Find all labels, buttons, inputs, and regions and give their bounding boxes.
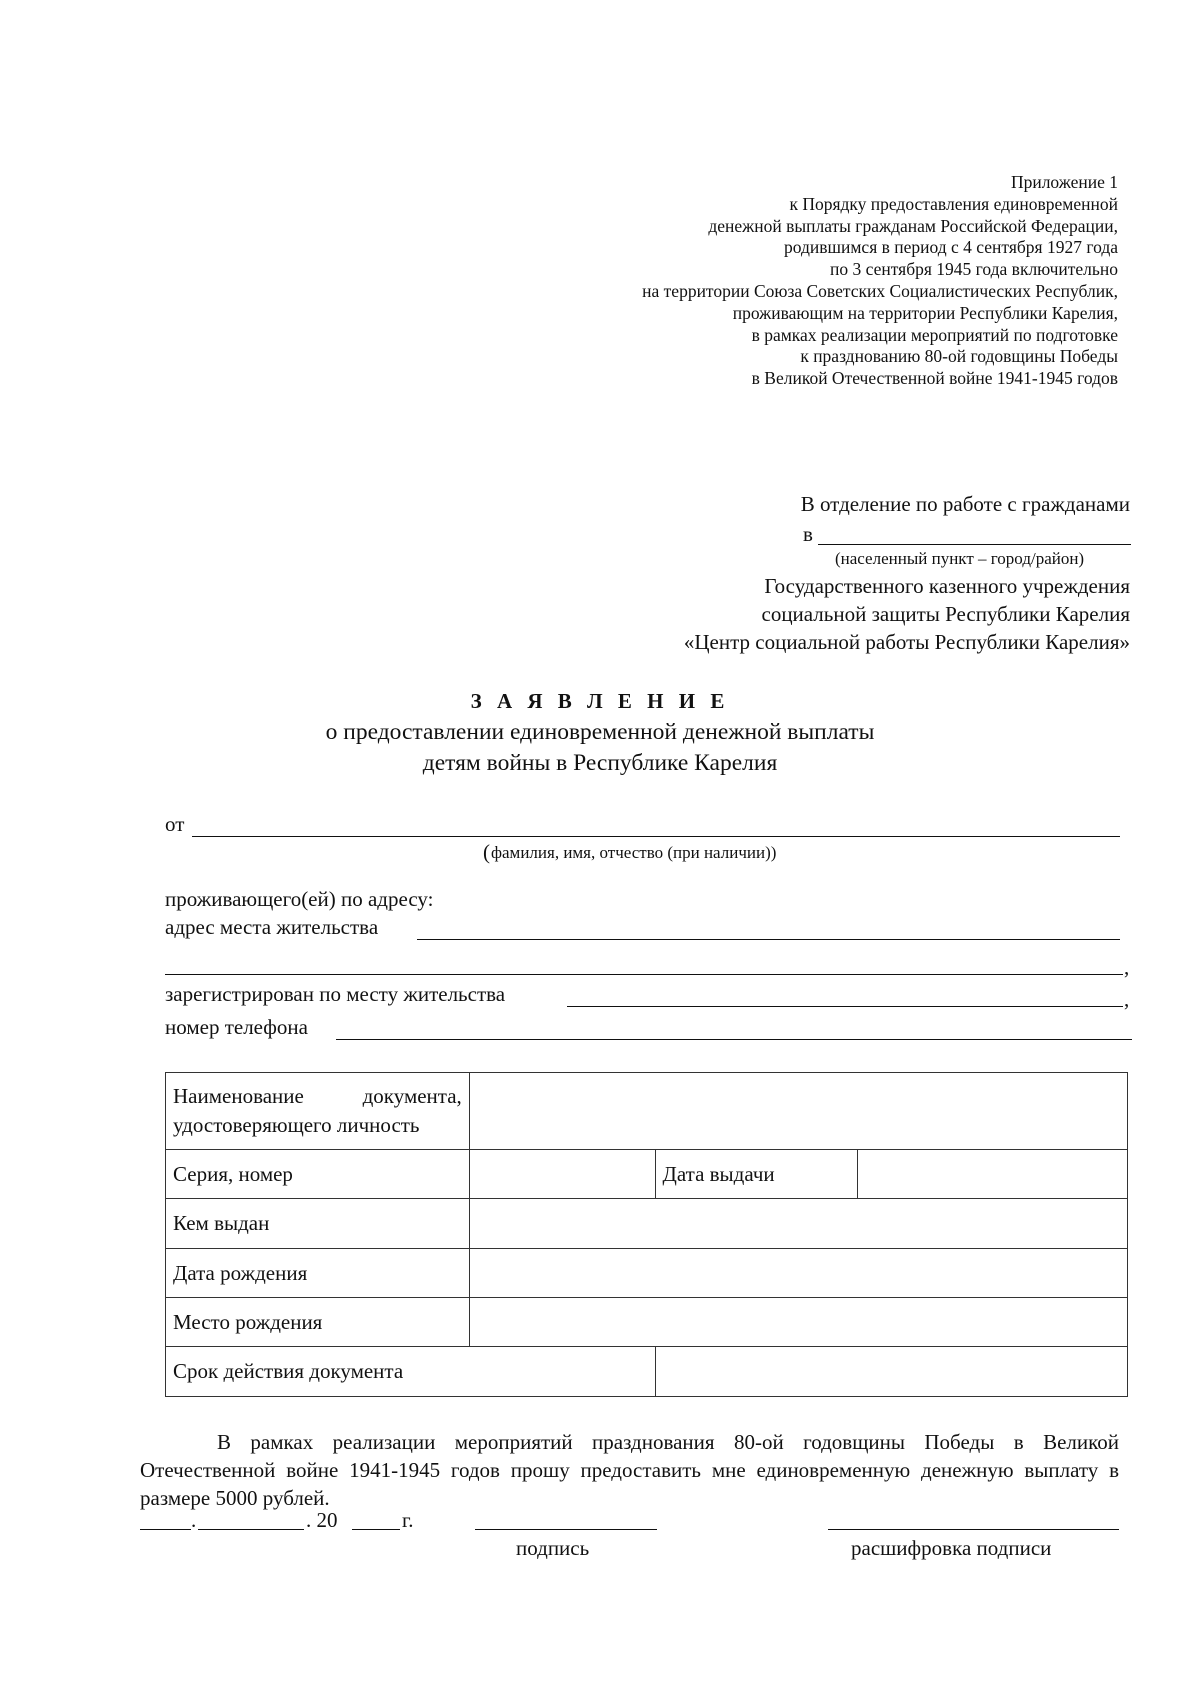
org-line: социальной защиты Республики Карелия [761,602,1130,626]
table-row [166,1249,1128,1298]
date-day-field[interactable] [140,1529,191,1530]
locality-hint: (населенный пункт – город/район) [835,549,1085,568]
birth-date-label: Дата рождения [166,1249,470,1298]
phone-label: номер телефона [165,1015,308,1039]
issue-date-label: Дата выдачи [655,1150,858,1199]
signature-label: подпись [516,1536,590,1560]
comma: , [1124,987,1130,1011]
birth-date-value[interactable] [469,1249,1127,1298]
request-paragraph [140,1428,1119,1512]
signature-decoding-field[interactable] [828,1529,1119,1530]
org-line: «Центр социальной работы Республики Карелия» [683,630,1130,654]
document-subtitle: детям войны в Республике Карелия [422,750,778,776]
request-text: В рамках реализации мероприятий празднования 80-ой годовщины Победы в Великой Отечественной войне 1941-1945 годов прошу предоставить мне единовременную денежную выплату в размере 5000 рублей. [140,1430,1119,1510]
decoding-label: расшифровка подписи [851,1536,1052,1560]
appendix-line: к Порядку предоставления единовременной [789,193,1118,214]
document-title: З А Я В Л Е Н И Е [470,689,730,713]
appendix-line: денежной выплаты гражданам Российской Федерации, [708,215,1118,236]
residing-label: проживающего(ей) по адресу: [165,887,434,911]
addressee-line: В отделение по работе с гражданами [800,492,1130,516]
issue-date-value[interactable] [858,1150,1128,1199]
year-prefix: . 20 [306,1508,338,1532]
applicant-name-field[interactable] [192,836,1120,837]
table-row [166,1199,1128,1249]
birth-place-value[interactable] [469,1298,1127,1347]
date-separator: . [191,1508,197,1532]
comma: , [1124,955,1130,979]
table-row [166,1073,1128,1150]
appendix-line: проживающим на территории Республики Карелия, [732,302,1118,323]
date-year-field[interactable] [352,1529,400,1530]
birth-place-label: Место рождения [166,1298,470,1347]
locality-field[interactable] [818,544,1131,545]
from-label: от [165,812,185,836]
table-row [166,1347,1128,1397]
residence-address-field-continued[interactable] [165,974,1123,975]
appendix-line: на территории Союза Советских Социалистических Республик, [642,280,1118,301]
appendix-line: по 3 сентября 1945 года включительно [830,259,1118,280]
issued-by-value[interactable] [469,1199,1127,1249]
table-row [166,1298,1128,1347]
series-label: Серия, номер [166,1150,470,1199]
validity-label: Срок действия документа [166,1347,656,1397]
registration-address-field[interactable] [567,1006,1123,1007]
series-value[interactable] [469,1150,655,1199]
doc-name-label: Наименование документа, удостоверяющего личность [166,1073,470,1150]
org-line: Государственного казенного учреждения [764,574,1130,598]
signature-field[interactable] [475,1529,657,1530]
name-hint-paren: ( [483,840,490,864]
appendix-line: Приложение 1 [1010,172,1118,192]
table-row [166,1150,1128,1199]
residence-label: адрес места жительства [165,915,379,939]
residence-address-field[interactable] [417,939,1120,940]
issued-by-label: Кем выдан [166,1199,470,1249]
validity-value[interactable] [655,1347,1127,1397]
appendix-line: к празднованию 80-ой годовщины Победы [800,346,1118,367]
phone-field[interactable] [336,1039,1132,1040]
identity-document-table [165,1072,1128,1397]
name-hint: фамилия, имя, отчество (при наличии)) [491,843,777,862]
registered-label: зарегистрирован по месту жительства [165,982,506,1006]
doc-name-value[interactable] [469,1073,1127,1150]
appendix-line: родившимся в период с 4 сентября 1927 года [783,237,1118,258]
document-subtitle: о предоставлении единовременной денежной выплаты [325,719,875,745]
appendix-block [642,172,1118,390]
date-month-field[interactable] [198,1529,304,1530]
addressee-in-prefix: в [803,522,813,546]
year-suffix: г. [402,1508,414,1532]
appendix-line: в Великой Отечественной войне 1941-1945 годов [751,368,1118,389]
appendix-line: в рамках реализации мероприятий по подготовке [751,324,1118,345]
